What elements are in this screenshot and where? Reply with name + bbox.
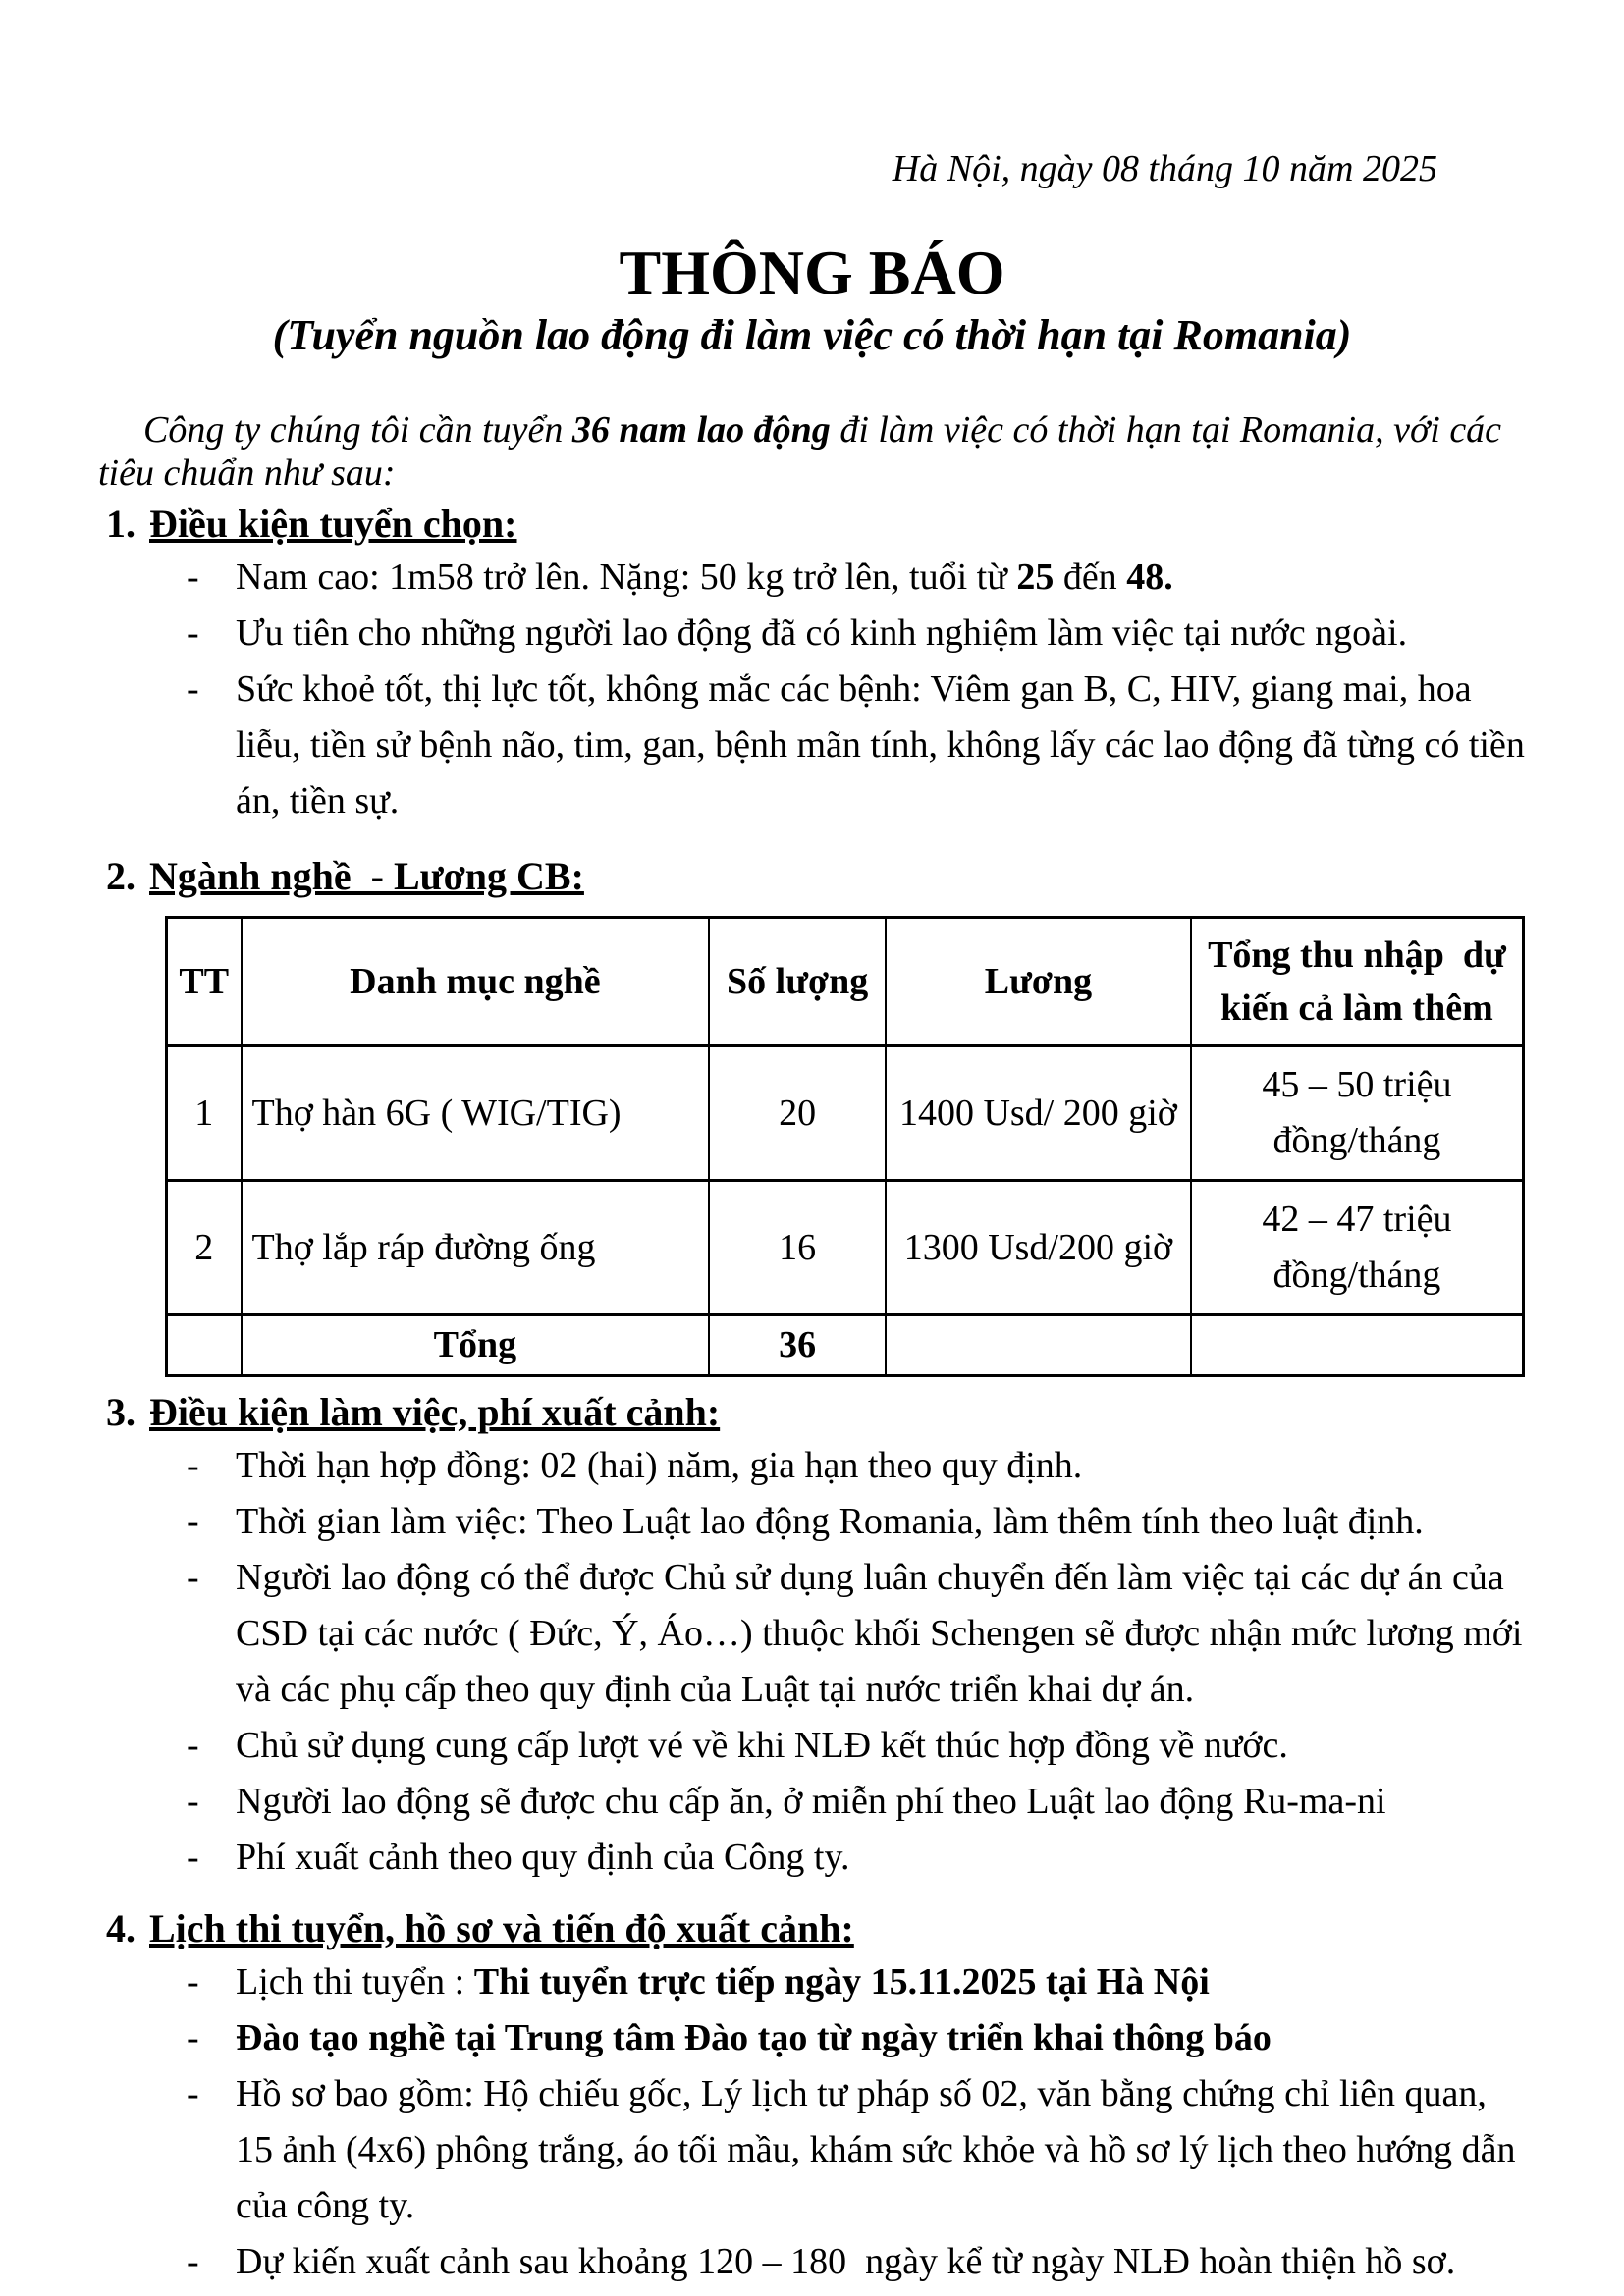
bullet-marker: - bbox=[187, 1725, 199, 1766]
col-header-income: Tổng thu nhập dự kiến cả làm thêm bbox=[1191, 918, 1524, 1046]
intro-run-bold: 36 nam lao động bbox=[571, 409, 831, 451]
bullet-item bbox=[98, 2234, 1526, 2290]
bullet-text bbox=[236, 1438, 1526, 1494]
document-title: THÔNG BÁO bbox=[619, 238, 1005, 307]
cell-job: Thợ lắp ráp đường ống bbox=[242, 1181, 710, 1315]
cell-job: Thợ hàn 6G ( WIG/TIG) bbox=[242, 1046, 710, 1181]
bullet-text bbox=[236, 2066, 1526, 2234]
bullet-marker: - bbox=[187, 613, 199, 654]
bullet-marker: - bbox=[187, 2017, 199, 2058]
section-1-title: Điều kiện tuyển chọn: bbox=[149, 502, 517, 546]
bullet-item bbox=[98, 2010, 1526, 2066]
intro-paragraph bbox=[98, 408, 1526, 495]
section-2-number: 2. bbox=[106, 854, 135, 898]
bullet-text bbox=[236, 1718, 1526, 1774]
col-header-quantity: Số lượng bbox=[709, 918, 886, 1046]
section-2-title: Ngành nghề - Lương CB: bbox=[149, 854, 584, 898]
cell-salary: 1300 Usd/200 giờ bbox=[886, 1181, 1191, 1315]
bullet-run: Dự kiến xuất cảnh sau khoảng 120 – 180 ngày kể từ ngày NLĐ hoàn thiện hồ sơ. bbox=[236, 2241, 1456, 2282]
bullet-item bbox=[98, 2066, 1526, 2234]
section-2-heading bbox=[106, 851, 1526, 902]
bullet-marker: - bbox=[187, 1837, 199, 1878]
cell-tt: 2 bbox=[167, 1181, 242, 1315]
bullet-marker: - bbox=[187, 2241, 199, 2282]
section-3-number: 3. bbox=[106, 1390, 135, 1434]
bullet-run: Thời hạn hợp đồng: 02 (hai) năm, gia hạn theo quy định. bbox=[236, 1445, 1083, 1486]
col-header-tt: TT bbox=[167, 918, 242, 1046]
bullet-marker: - bbox=[187, 1445, 199, 1486]
table-header-row bbox=[167, 918, 1524, 1046]
bullet-item bbox=[98, 1718, 1526, 1774]
bullet-item bbox=[98, 550, 1526, 606]
section-4-number: 4. bbox=[106, 1906, 135, 1950]
bullet-run: Ưu tiên cho những người lao động đã có kinh nghiệm làm việc tại nước ngoài. bbox=[236, 613, 1408, 654]
bullet-item bbox=[98, 662, 1535, 829]
cell-salary: 1400 Usd/ 200 giờ bbox=[886, 1046, 1191, 1181]
bullet-run: đến bbox=[1054, 557, 1127, 598]
cell-total-label: Tổng bbox=[242, 1315, 710, 1376]
bullet-marker: - bbox=[187, 1557, 199, 1598]
bullet-item bbox=[98, 1550, 1532, 1718]
bullet-run: Chủ sử dụng cung cấp lượt vé về khi NLĐ kết thúc hợp đồng về nước. bbox=[236, 1725, 1288, 1766]
section-1-heading bbox=[106, 499, 1526, 550]
section-4-heading bbox=[106, 1903, 1526, 1954]
intro-run: Công ty chúng tôi cần tuyển bbox=[143, 409, 572, 451]
bullet-run-bold: Thi tuyển trực tiếp ngày 15.11.2025 tại Hà Nội bbox=[473, 1961, 1210, 2002]
bullet-text bbox=[236, 2010, 1526, 2066]
bullet-marker: - bbox=[187, 668, 199, 710]
bullet-item bbox=[98, 606, 1526, 662]
bullet-run: Phí xuất cảnh theo quy định của Công ty. bbox=[236, 1837, 850, 1878]
document-subtitle: (Tuyển nguồn lao động đi làm việc có thời hạn tại Romania) bbox=[272, 311, 1352, 359]
cell-empty bbox=[167, 1315, 242, 1376]
section-3-heading bbox=[106, 1387, 1526, 1438]
bullet-marker: - bbox=[187, 2073, 199, 2114]
intro-run: đi làm việc có thời hạn tại Romania, với các tiêu chuẩn như sau: bbox=[98, 409, 1511, 494]
bullet-run: Thời gian làm việc: Theo Luật lao động Romania, làm thêm tính theo luật định. bbox=[236, 1501, 1424, 1542]
cell-quantity: 20 bbox=[709, 1046, 886, 1181]
bullet-run: Sức khoẻ tốt, thị lực tốt, không mắc các bệnh: Viêm gan B, C, HIV, giang mai, hoa liễu, tiền sử bệnh não, tim, gan, bệnh mãn tính, không lấy các lao động đã từng có tiền án, tiền sự. bbox=[236, 668, 1535, 822]
jobs-table bbox=[165, 916, 1525, 1377]
bullet-run-bold: 48. bbox=[1126, 557, 1173, 598]
bullet-item bbox=[98, 1494, 1526, 1550]
date-line: Hà Nội, ngày 08 tháng 10 năm 2025 bbox=[892, 148, 1437, 189]
cell-total-quantity: 36 bbox=[709, 1315, 886, 1376]
cell-empty bbox=[886, 1315, 1191, 1376]
table-total-row bbox=[167, 1315, 1524, 1376]
bullet-text bbox=[236, 1954, 1526, 2010]
col-header-salary: Lương bbox=[886, 918, 1191, 1046]
cell-quantity: 16 bbox=[709, 1181, 886, 1315]
bullet-item bbox=[98, 1438, 1526, 1494]
bullet-text bbox=[236, 1830, 1526, 1886]
bullet-run: Lịch thi tuyển : bbox=[236, 1961, 474, 2002]
bullet-run-bold: Đào tạo nghề tại Trung tâm Đào tạo từ ngày triển khai thông báo bbox=[236, 2017, 1272, 2058]
table-row bbox=[167, 1181, 1524, 1315]
bullet-text bbox=[236, 1494, 1526, 1550]
cell-tt: 1 bbox=[167, 1046, 242, 1181]
bullet-text bbox=[236, 550, 1526, 606]
bullet-text bbox=[236, 1550, 1532, 1718]
bullet-text bbox=[236, 1774, 1526, 1830]
bullet-marker: - bbox=[187, 557, 199, 598]
bullet-item bbox=[98, 1774, 1526, 1830]
cell-empty bbox=[1191, 1315, 1524, 1376]
table-row bbox=[167, 1046, 1524, 1181]
col-header-job: Danh mục nghề bbox=[242, 918, 710, 1046]
section-1-number: 1. bbox=[106, 502, 135, 546]
bullet-run-bold: 25 bbox=[1016, 557, 1055, 598]
section-4-title: Lịch thi tuyển, hồ sơ và tiến độ xuất cảnh: bbox=[149, 1906, 854, 1950]
bullet-text bbox=[236, 662, 1535, 829]
bullet-text bbox=[236, 2234, 1526, 2290]
bullet-marker: - bbox=[187, 1961, 199, 2002]
bullet-run: Hồ sơ bao gồm: Hộ chiếu gốc, Lý lịch tư pháp số 02, văn bằng chứng chỉ liên quan, 15 ảnh (4x6) phông trắng, áo tối mầu, khám sức khỏe và hồ sơ lý lịch theo hướng dẫn của công ty. bbox=[236, 2073, 1525, 2226]
bullet-marker: - bbox=[187, 1781, 199, 1822]
bullet-item bbox=[98, 1830, 1526, 1886]
section-3-title: Điều kiện làm việc, phí xuất cảnh: bbox=[149, 1390, 721, 1434]
cell-income: 45 – 50 triệu đồng/tháng bbox=[1191, 1046, 1524, 1181]
bullet-item bbox=[98, 1954, 1526, 2010]
bullet-run: Người lao động sẽ được chu cấp ăn, ở miễn phí theo Luật lao động Ru-ma-ni bbox=[236, 1781, 1386, 1822]
bullet-run: Nam cao: 1m58 trở lên. Nặng: 50 kg trở lên, tuổi từ bbox=[236, 557, 1017, 598]
cell-income: 42 – 47 triệu đồng/tháng bbox=[1191, 1181, 1524, 1315]
bullet-text bbox=[236, 606, 1526, 662]
bullet-run: Người lao động có thể được Chủ sử dụng luân chuyển đến làm việc tại các dự án của CSD tại các nước ( Đức, Ý, Áo…) thuộc khối Schengen sẽ được nhận mức lương mới và các phụ cấp theo quy định của Luật tại nước triển khai dự án. bbox=[236, 1557, 1532, 1710]
bullet-marker: - bbox=[187, 1501, 199, 1542]
